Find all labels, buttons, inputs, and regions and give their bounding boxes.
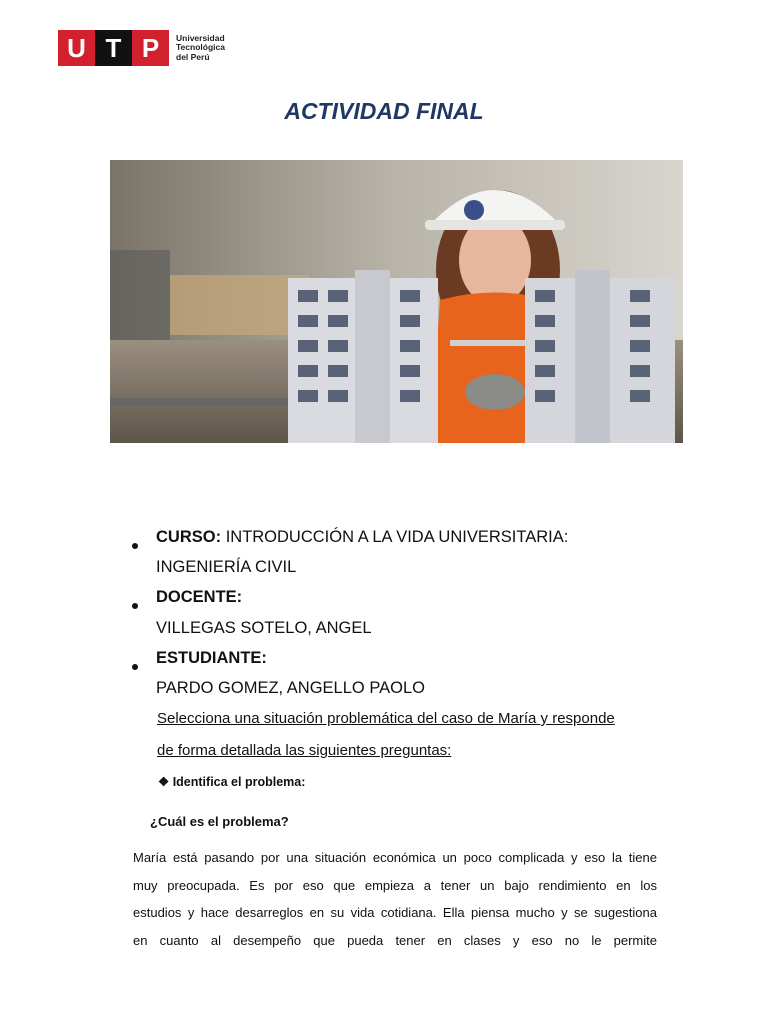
utp-logo <box>58 30 225 66</box>
curso-line <box>156 528 568 547</box>
paragraph-line: María está pasando por una situación económica un poco complicada y eso la tiene <box>133 850 657 865</box>
logo-text-line: Universidad <box>176 32 225 43</box>
logo-letter-t: T <box>95 30 132 66</box>
instruction-line-2: de forma detallada las siguientes preguntas: <box>157 742 452 759</box>
logo-text-line: del Perú <box>176 51 210 62</box>
paragraph <box>133 844 657 954</box>
logo-letter-p: P <box>132 30 169 66</box>
logo-text-line: Tecnológica <box>176 42 225 53</box>
question: ¿Cuál es el problema? <box>150 814 289 829</box>
paragraph-line: muy preocupada. Es por eso que empieza a tener un bajo rendimiento en los <box>133 877 657 893</box>
bullet-dot <box>132 664 138 670</box>
logo-text <box>176 34 225 63</box>
teacher-value: VILLEGAS SOTELO, ANGEL <box>156 619 372 637</box>
paragraph-line: en cuanto al desempeño que pueda tener en clases y eso no le permite <box>133 932 657 948</box>
instruction-line-1: Selecciona una situación problemática del caso de María y responde <box>157 710 615 727</box>
sub-bullet-text: Identifica el problema: <box>172 775 306 789</box>
course-label: CURSO: <box>156 528 222 546</box>
teacher-label: DOCENTE: <box>156 588 243 606</box>
bullet-dot <box>132 603 138 609</box>
cover-photo <box>110 160 683 443</box>
bullet-dot <box>132 543 138 549</box>
student-label: ESTUDIANTE: <box>156 649 267 667</box>
paragraph-line: estudios y hace desarreglos en su vida cotidiana. Ella piensa mucho y se sugestiona <box>133 905 657 920</box>
sub-bullet <box>158 774 305 789</box>
student-value: PARDO GOMEZ, ANGELLO PAOLO <box>156 679 425 697</box>
diamond-bullet-icon: ❖ <box>158 775 170 789</box>
logo-letter-u: U <box>58 30 95 66</box>
course-value-line2: INGENIERÍA CIVIL <box>156 558 297 576</box>
course-value: INTRODUCCIÓN A LA VIDA UNIVERSITARIA: <box>225 528 569 546</box>
page-title: ACTIVIDAD FINAL <box>284 98 484 124</box>
